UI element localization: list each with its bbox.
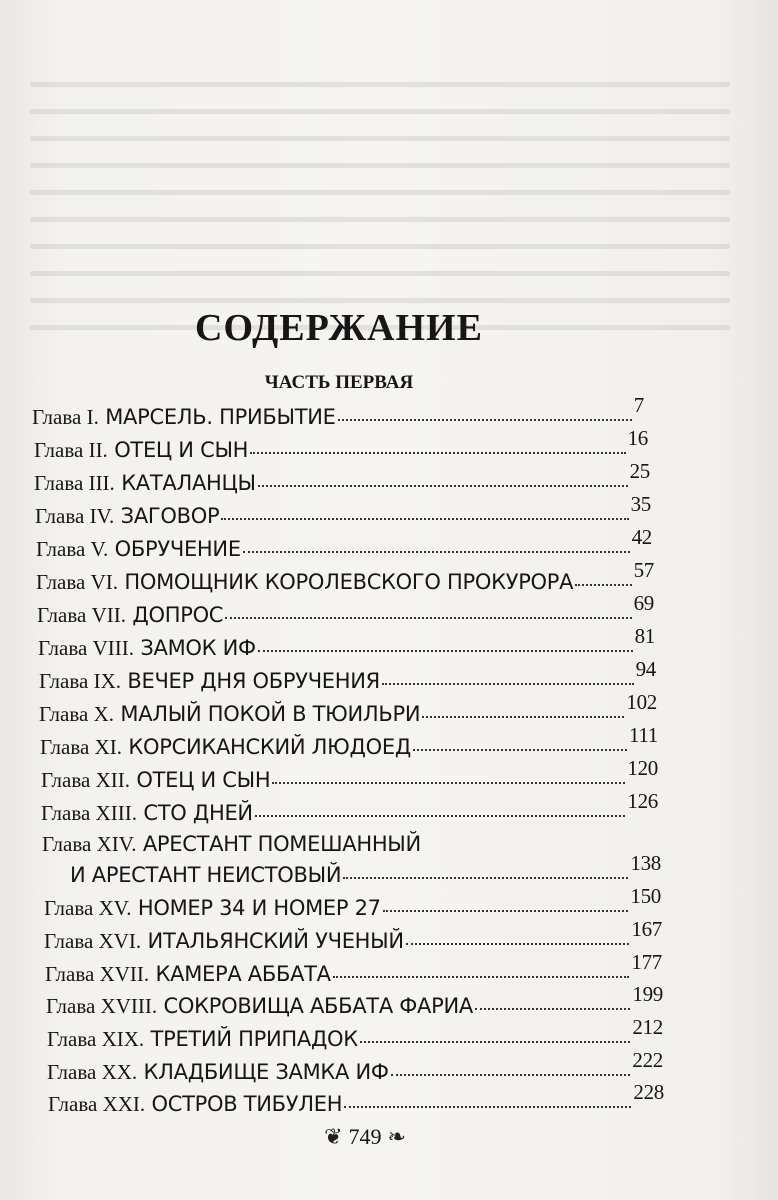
page-number: 81 bbox=[634, 624, 655, 648]
page-number: 222 bbox=[632, 1048, 663, 1072]
chapter-number: Глава V. bbox=[36, 537, 109, 561]
chapter-number: Глава XX. bbox=[47, 1060, 138, 1084]
chapter-number: Глава XVI. bbox=[44, 929, 142, 953]
page-number: 126 bbox=[627, 789, 658, 813]
dot-leader bbox=[475, 1008, 630, 1010]
page-number: 177 bbox=[631, 950, 662, 974]
toc-entry[interactable] bbox=[47, 1015, 663, 1052]
chapter-number: Глава I. bbox=[32, 405, 99, 429]
page-number: 42 bbox=[631, 525, 652, 549]
chapter-title: КОРСИКАНСКИЙ ЛЮДОЕД bbox=[128, 735, 411, 759]
toc-entry-continuation[interactable] bbox=[70, 851, 661, 888]
page-number: 7 bbox=[633, 393, 644, 417]
dot-leader bbox=[344, 1106, 631, 1108]
page-number: 138 bbox=[630, 851, 661, 875]
page-number: 94 bbox=[635, 657, 656, 681]
dot-leader bbox=[243, 551, 630, 553]
page-number: 167 bbox=[631, 917, 662, 941]
chapter-title: ОБРУЧЕНИЕ bbox=[114, 537, 241, 561]
toc-entry[interactable] bbox=[48, 1080, 664, 1117]
chapter-title: ОСТРОВ ТИБУЛЕН bbox=[151, 1092, 343, 1116]
toc-entry[interactable] bbox=[36, 525, 652, 562]
chapter-title: СОКРОВИЩА АББАТА ФАРИА bbox=[163, 994, 473, 1018]
chapter-title: ВЕЧЕР ДНЯ ОБРУЧЕНИЯ bbox=[127, 669, 380, 693]
chapter-number: Глава XV. bbox=[44, 896, 132, 920]
dot-leader bbox=[575, 584, 631, 586]
chapter-number: Глава XVIII. bbox=[46, 994, 158, 1018]
dot-leader bbox=[422, 716, 624, 718]
chapter-number: Глава XI. bbox=[40, 735, 122, 759]
chapter-number: Глава II. bbox=[34, 438, 108, 462]
part-heading: ЧАСТЬ ПЕРВАЯ bbox=[264, 372, 414, 393]
chapter-number: Глава XIX. bbox=[47, 1027, 145, 1051]
dot-leader bbox=[382, 683, 634, 685]
dot-leader bbox=[272, 782, 625, 784]
dot-leader bbox=[360, 1041, 630, 1043]
dot-leader bbox=[333, 976, 630, 978]
chapter-number: Глава XII. bbox=[41, 768, 130, 792]
chapter-number: Глава XIV. bbox=[42, 832, 137, 856]
chapter-title: ОТЕЦ И СЫН bbox=[114, 438, 249, 462]
page-number: 69 bbox=[633, 591, 654, 615]
toc-entry[interactable] bbox=[32, 393, 644, 430]
dot-leader bbox=[221, 518, 628, 520]
page-number: 228 bbox=[633, 1080, 664, 1104]
page-folio bbox=[305, 1124, 425, 1150]
dot-leader bbox=[250, 452, 625, 454]
toc-entry[interactable] bbox=[47, 1048, 663, 1085]
page-number: 25 bbox=[629, 459, 650, 483]
chapter-title: ИТАЛЬЯНСКИЙ УЧЕНЫЙ bbox=[147, 929, 404, 953]
chapter-number: Глава XXI. bbox=[48, 1092, 146, 1116]
dot-leader bbox=[338, 419, 632, 421]
toc-entry[interactable] bbox=[41, 756, 658, 793]
chapter-title: КАМЕРА АББАТА bbox=[155, 962, 331, 986]
toc-entry[interactable] bbox=[45, 950, 662, 987]
chapter-title: АРЕСТАНТ ПОМЕШАННЫЙ bbox=[142, 832, 421, 856]
toc-entry[interactable] bbox=[40, 723, 658, 760]
chapter-title: МАЛЫЙ ПОКОЙ В ТЮИЛЬРИ bbox=[120, 702, 421, 726]
dot-leader bbox=[343, 877, 628, 879]
chapter-number: Глава VI. bbox=[36, 570, 118, 594]
toc-entry[interactable] bbox=[34, 426, 648, 463]
dot-leader bbox=[391, 1074, 631, 1076]
chapter-number: Глава VII. bbox=[37, 603, 126, 627]
dot-leader bbox=[383, 910, 629, 912]
chapter-title: НОМЕР 34 И НОМЕР 27 bbox=[137, 896, 381, 920]
chapter-title: И АРЕСТАНТ НЕИСТОВЫЙ bbox=[70, 863, 342, 887]
fleuron-left-icon: ❦ bbox=[324, 1124, 343, 1149]
chapter-number: Глава III. bbox=[34, 471, 115, 495]
toc-entry[interactable] bbox=[39, 657, 656, 694]
toc-entry[interactable] bbox=[42, 831, 542, 857]
toc-entry[interactable] bbox=[44, 917, 662, 954]
toc-entry[interactable] bbox=[38, 624, 655, 661]
dot-leader bbox=[406, 943, 630, 945]
fleuron-right-icon: ❧ bbox=[387, 1124, 406, 1149]
page-number: 35 bbox=[630, 492, 651, 516]
dot-leader bbox=[413, 749, 627, 751]
toc-entry[interactable] bbox=[36, 558, 654, 595]
toc-entry[interactable] bbox=[34, 459, 650, 496]
chapter-title: ОТЕЦ И СЫН bbox=[136, 768, 271, 792]
dot-leader bbox=[225, 617, 631, 619]
toc-entry[interactable] bbox=[41, 789, 658, 826]
chapter-title: ДОПРОС bbox=[132, 603, 224, 627]
page-number: 120 bbox=[627, 756, 658, 780]
chapter-title: СТО ДНЕЙ bbox=[143, 801, 253, 825]
page-number: 102 bbox=[626, 690, 657, 714]
page-number: 150 bbox=[630, 884, 661, 908]
page-number: 111 bbox=[628, 723, 658, 747]
chapter-title: КАТАЛАНЦЫ bbox=[121, 471, 256, 495]
toc-entry[interactable] bbox=[39, 690, 657, 727]
folio-number: 749 bbox=[348, 1124, 382, 1149]
dot-leader bbox=[258, 650, 633, 652]
toc-entry[interactable] bbox=[35, 492, 651, 529]
chapter-number: Глава XIII. bbox=[41, 801, 137, 825]
chapter-number: Глава X. bbox=[39, 702, 114, 726]
page-number: 212 bbox=[632, 1015, 663, 1039]
chapter-title: МАРСЕЛЬ. ПРИБЫТИЕ bbox=[105, 405, 336, 429]
toc-entry[interactable] bbox=[46, 982, 663, 1019]
chapter-title: ЗАГОВОР bbox=[120, 504, 220, 528]
chapter-number: Глава VIII. bbox=[38, 636, 134, 660]
page-title: СОДЕРЖАНИЕ bbox=[195, 307, 483, 349]
chapter-number: Глава XVII. bbox=[45, 962, 150, 986]
page-number: 16 bbox=[627, 426, 648, 450]
toc-entry[interactable] bbox=[37, 591, 654, 628]
page-number: 199 bbox=[632, 982, 663, 1006]
chapter-title: КЛАДБИЩЕ ЗАМКА ИФ bbox=[143, 1060, 389, 1084]
chapter-title: ПОМОЩНИК КОРОЛЕВСКОГО ПРОКУРОРА bbox=[124, 570, 574, 594]
chapter-title: ТРЕТИЙ ПРИПАДОК bbox=[150, 1027, 358, 1051]
toc-entry[interactable] bbox=[44, 884, 661, 921]
chapter-number: Глава IX. bbox=[39, 669, 121, 693]
chapter-number: Глава IV. bbox=[35, 504, 115, 528]
chapter-title: ЗАМОК ИФ bbox=[140, 636, 256, 660]
dot-leader bbox=[255, 815, 626, 817]
page-number: 57 bbox=[633, 558, 654, 582]
dot-leader bbox=[258, 485, 628, 487]
